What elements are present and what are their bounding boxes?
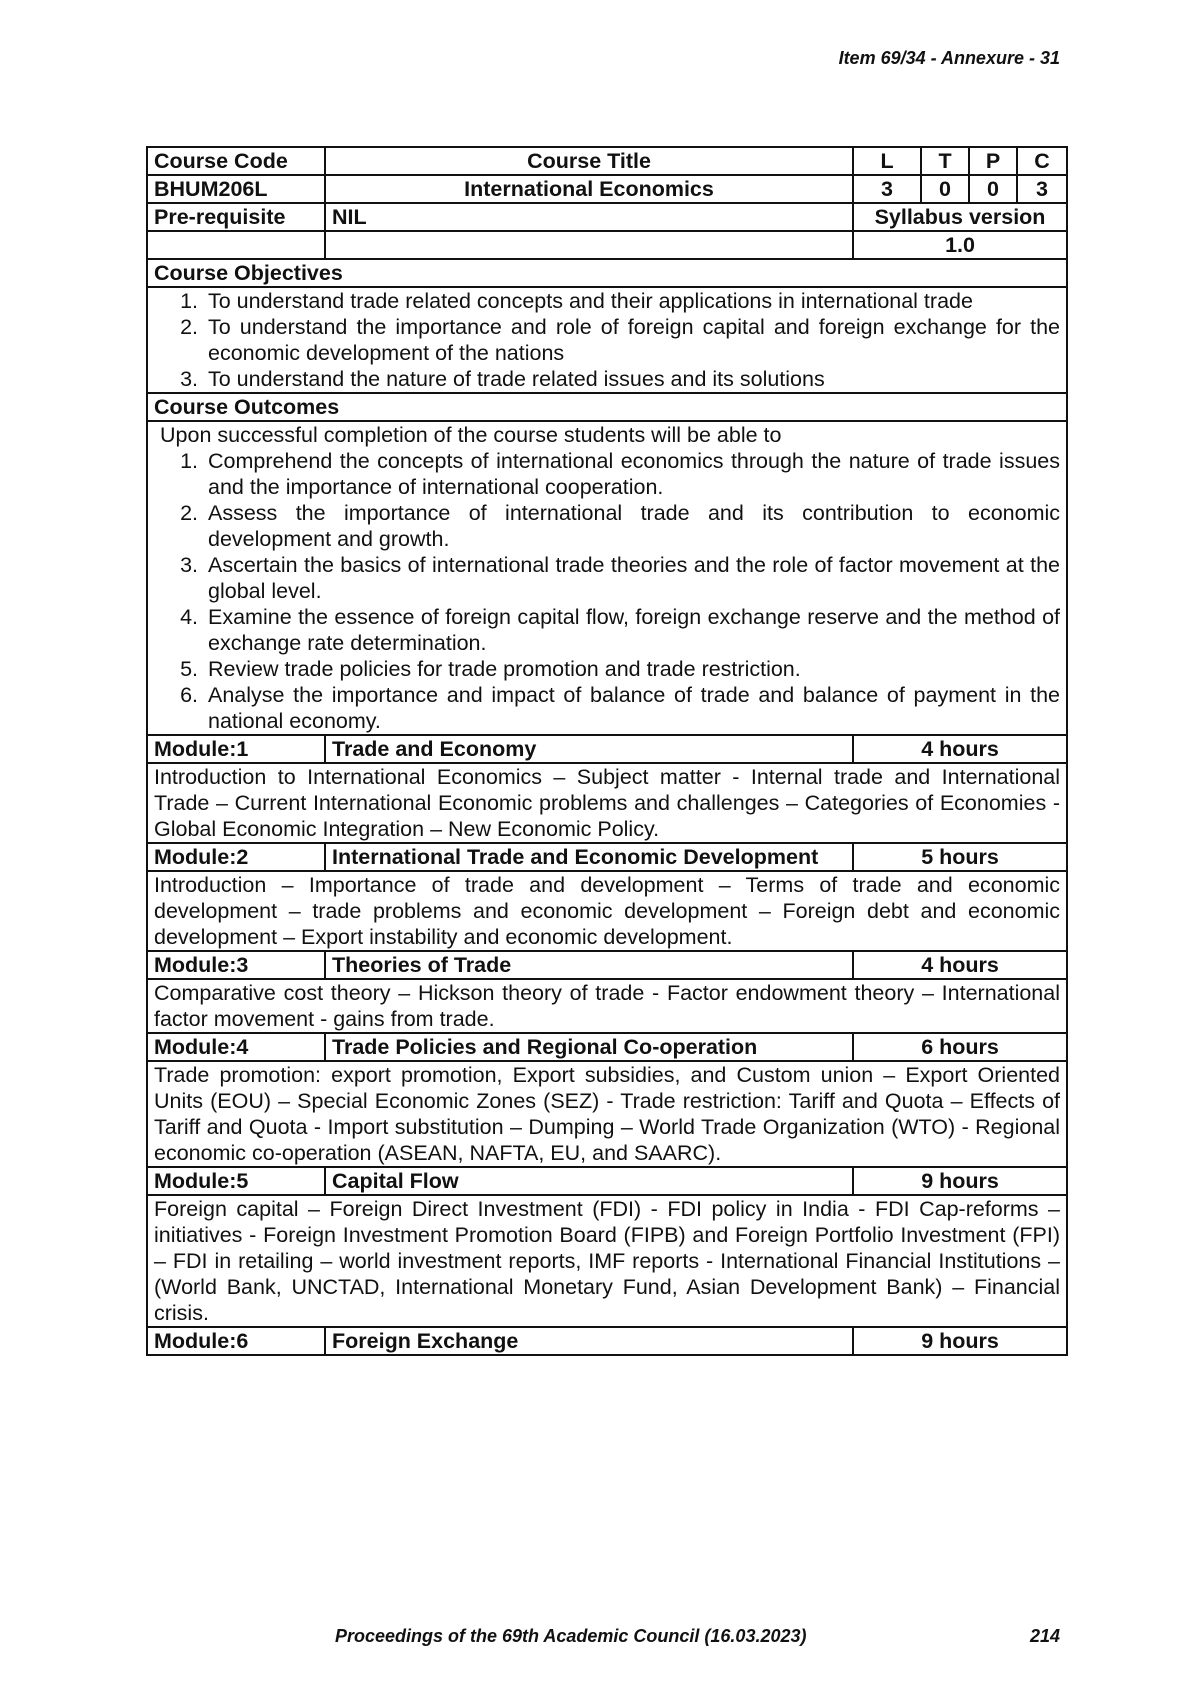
module-hours: 9 hours — [853, 1327, 1067, 1355]
outcome-item: 3. Ascertain the basics of international trade theories and the role of factor movement at the global level. — [204, 552, 1060, 604]
prerequisite-label: Pre-requisite — [147, 203, 325, 231]
module-content: Comparative cost theory – Hickson theory of trade - Factor endowment theory – International factor movement - gains from trade. — [147, 979, 1067, 1033]
c-label: C — [1017, 147, 1067, 175]
objectives-heading-row — [147, 259, 1067, 287]
page-number: 214 — [1029, 1626, 1060, 1646]
p-label: P — [969, 147, 1017, 175]
module-content: Foreign capital – Foreign Direct Investment (FDI) - FDI policy in India - FDI Cap-reforms – initiatives - Foreign Investment Promotion Board (FIPB) and Foreign Portfolio Investment (FPI) – FDI in retailing – world investment reports, IMF reports - International Financial Institutions – (World Bank, UNCTAD, International Monetary Fund, Asian Development Bank) – Financial crisis. — [147, 1195, 1067, 1327]
module-header-row — [147, 1167, 1067, 1195]
syllabus-version-label: Syllabus version — [853, 203, 1067, 231]
outcomes-list — [154, 448, 1060, 734]
module-label: Module:6 — [147, 1327, 325, 1355]
objectives-heading: Course Objectives — [147, 259, 1067, 287]
page-header: Item 69/34 - Annexure - 31 — [838, 48, 1060, 68]
outcome-item: 4. Examine the essence of foreign capital flow, foreign exchange reserve and the method of exchange rate determination. — [204, 604, 1060, 656]
outcomes-cell — [147, 421, 1067, 735]
course-title-label: Course Title — [325, 147, 853, 175]
module-header-row — [147, 951, 1067, 979]
proceedings-text: Proceedings of the 69th Academic Council (16.03.2023) — [335, 1626, 807, 1646]
module-header-row — [147, 1033, 1067, 1061]
prerequisite-value: NIL — [325, 203, 853, 231]
outcomes-row — [147, 421, 1067, 735]
p-value: 0 — [969, 175, 1017, 203]
outcomes-heading: Course Outcomes — [147, 393, 1067, 421]
course-code: BHUM206L — [147, 175, 325, 203]
module-hours: 9 hours — [853, 1167, 1067, 1195]
module-content-row — [147, 871, 1067, 951]
module-title: Trade Policies and Regional Co-operation — [325, 1033, 853, 1061]
module-header-row — [147, 1327, 1067, 1355]
objectives-list — [154, 288, 1060, 392]
module-label: Module:1 — [147, 735, 325, 763]
module-title: International Trade and Economic Development — [325, 843, 853, 871]
course-header-row — [147, 147, 1067, 175]
module-title: Foreign Exchange — [325, 1327, 853, 1355]
objectives-cell — [147, 287, 1067, 393]
objective-item: 1. To understand trade related concepts and their applications in international trade — [204, 288, 1060, 314]
blank-cell — [325, 231, 853, 259]
course-title: International Economics — [325, 175, 853, 203]
module-hours: 5 hours — [853, 843, 1067, 871]
module-title: Capital Flow — [325, 1167, 853, 1195]
t-value: 0 — [921, 175, 969, 203]
module-label: Module:4 — [147, 1033, 325, 1061]
outcomes-intro: Upon successful completion of the course students will be able to — [160, 423, 782, 447]
outcome-item: 5. Review trade policies for trade promotion and trade restriction. — [204, 656, 1060, 682]
outcome-item: 1. Comprehend the concepts of international economics through the nature of trade issues and the importance of international cooperation. — [204, 448, 1060, 500]
t-label: T — [921, 147, 969, 175]
l-value: 3 — [853, 175, 921, 203]
module-title: Theories of Trade — [325, 951, 853, 979]
module-hours: 6 hours — [853, 1033, 1067, 1061]
module-title: Trade and Economy — [325, 735, 853, 763]
course-code-label: Course Code — [147, 147, 325, 175]
module-label: Module:3 — [147, 951, 325, 979]
c-value: 3 — [1017, 175, 1067, 203]
syllabus-table — [146, 146, 1068, 1356]
objective-item: 2. To understand the importance and role of foreign capital and foreign exchange for the economic development of the nations — [204, 314, 1060, 366]
page-footer — [335, 1626, 1060, 1647]
module-header-row — [147, 735, 1067, 763]
syllabus-version-value: 1.0 — [853, 231, 1067, 259]
course-info-row — [147, 175, 1067, 203]
module-content-row — [147, 1195, 1067, 1327]
module-label: Module:5 — [147, 1167, 325, 1195]
module-hours: 4 hours — [853, 951, 1067, 979]
module-label: Module:2 — [147, 843, 325, 871]
objectives-row — [147, 287, 1067, 393]
module-content: Introduction to International Economics – Subject matter - Internal trade and International Trade – Current International Economic problems and challenges – Categories of Economies - Global Economic Integration – New Economic Policy. — [147, 763, 1067, 843]
l-label: L — [853, 147, 921, 175]
module-content-row — [147, 1061, 1067, 1167]
outcome-item: 6. Analyse the importance and impact of balance of trade and balance of payment in the national economy. — [204, 682, 1060, 734]
outcome-item: 2. Assess the importance of international trade and its contribution to economic development and growth. — [204, 500, 1060, 552]
module-content-row — [147, 763, 1067, 843]
prerequisite-row — [147, 203, 1067, 231]
module-content: Introduction – Importance of trade and development – Terms of trade and economic development – trade problems and economic development – Foreign debt and economic development – Export instability and economic development. — [147, 871, 1067, 951]
module-hours: 4 hours — [853, 735, 1067, 763]
outcomes-heading-row — [147, 393, 1067, 421]
blank-cell — [147, 231, 325, 259]
syllabus-version-row — [147, 231, 1067, 259]
module-header-row — [147, 843, 1067, 871]
objective-item: 3. To understand the nature of trade related issues and its solutions — [204, 366, 1060, 392]
module-content: Trade promotion: export promotion, Export subsidies, and Custom union – Export Oriented Units (EOU) – Special Economic Zones (SEZ) - Trade restriction: Tariff and Quota – Effects of Tariff and Quota - Import substitution – Dumping – World Trade Organization (WTO) - Regional economic co-operation (ASEAN, NAFTA, EU, and SAARC). — [147, 1061, 1067, 1167]
module-content-row — [147, 979, 1067, 1033]
